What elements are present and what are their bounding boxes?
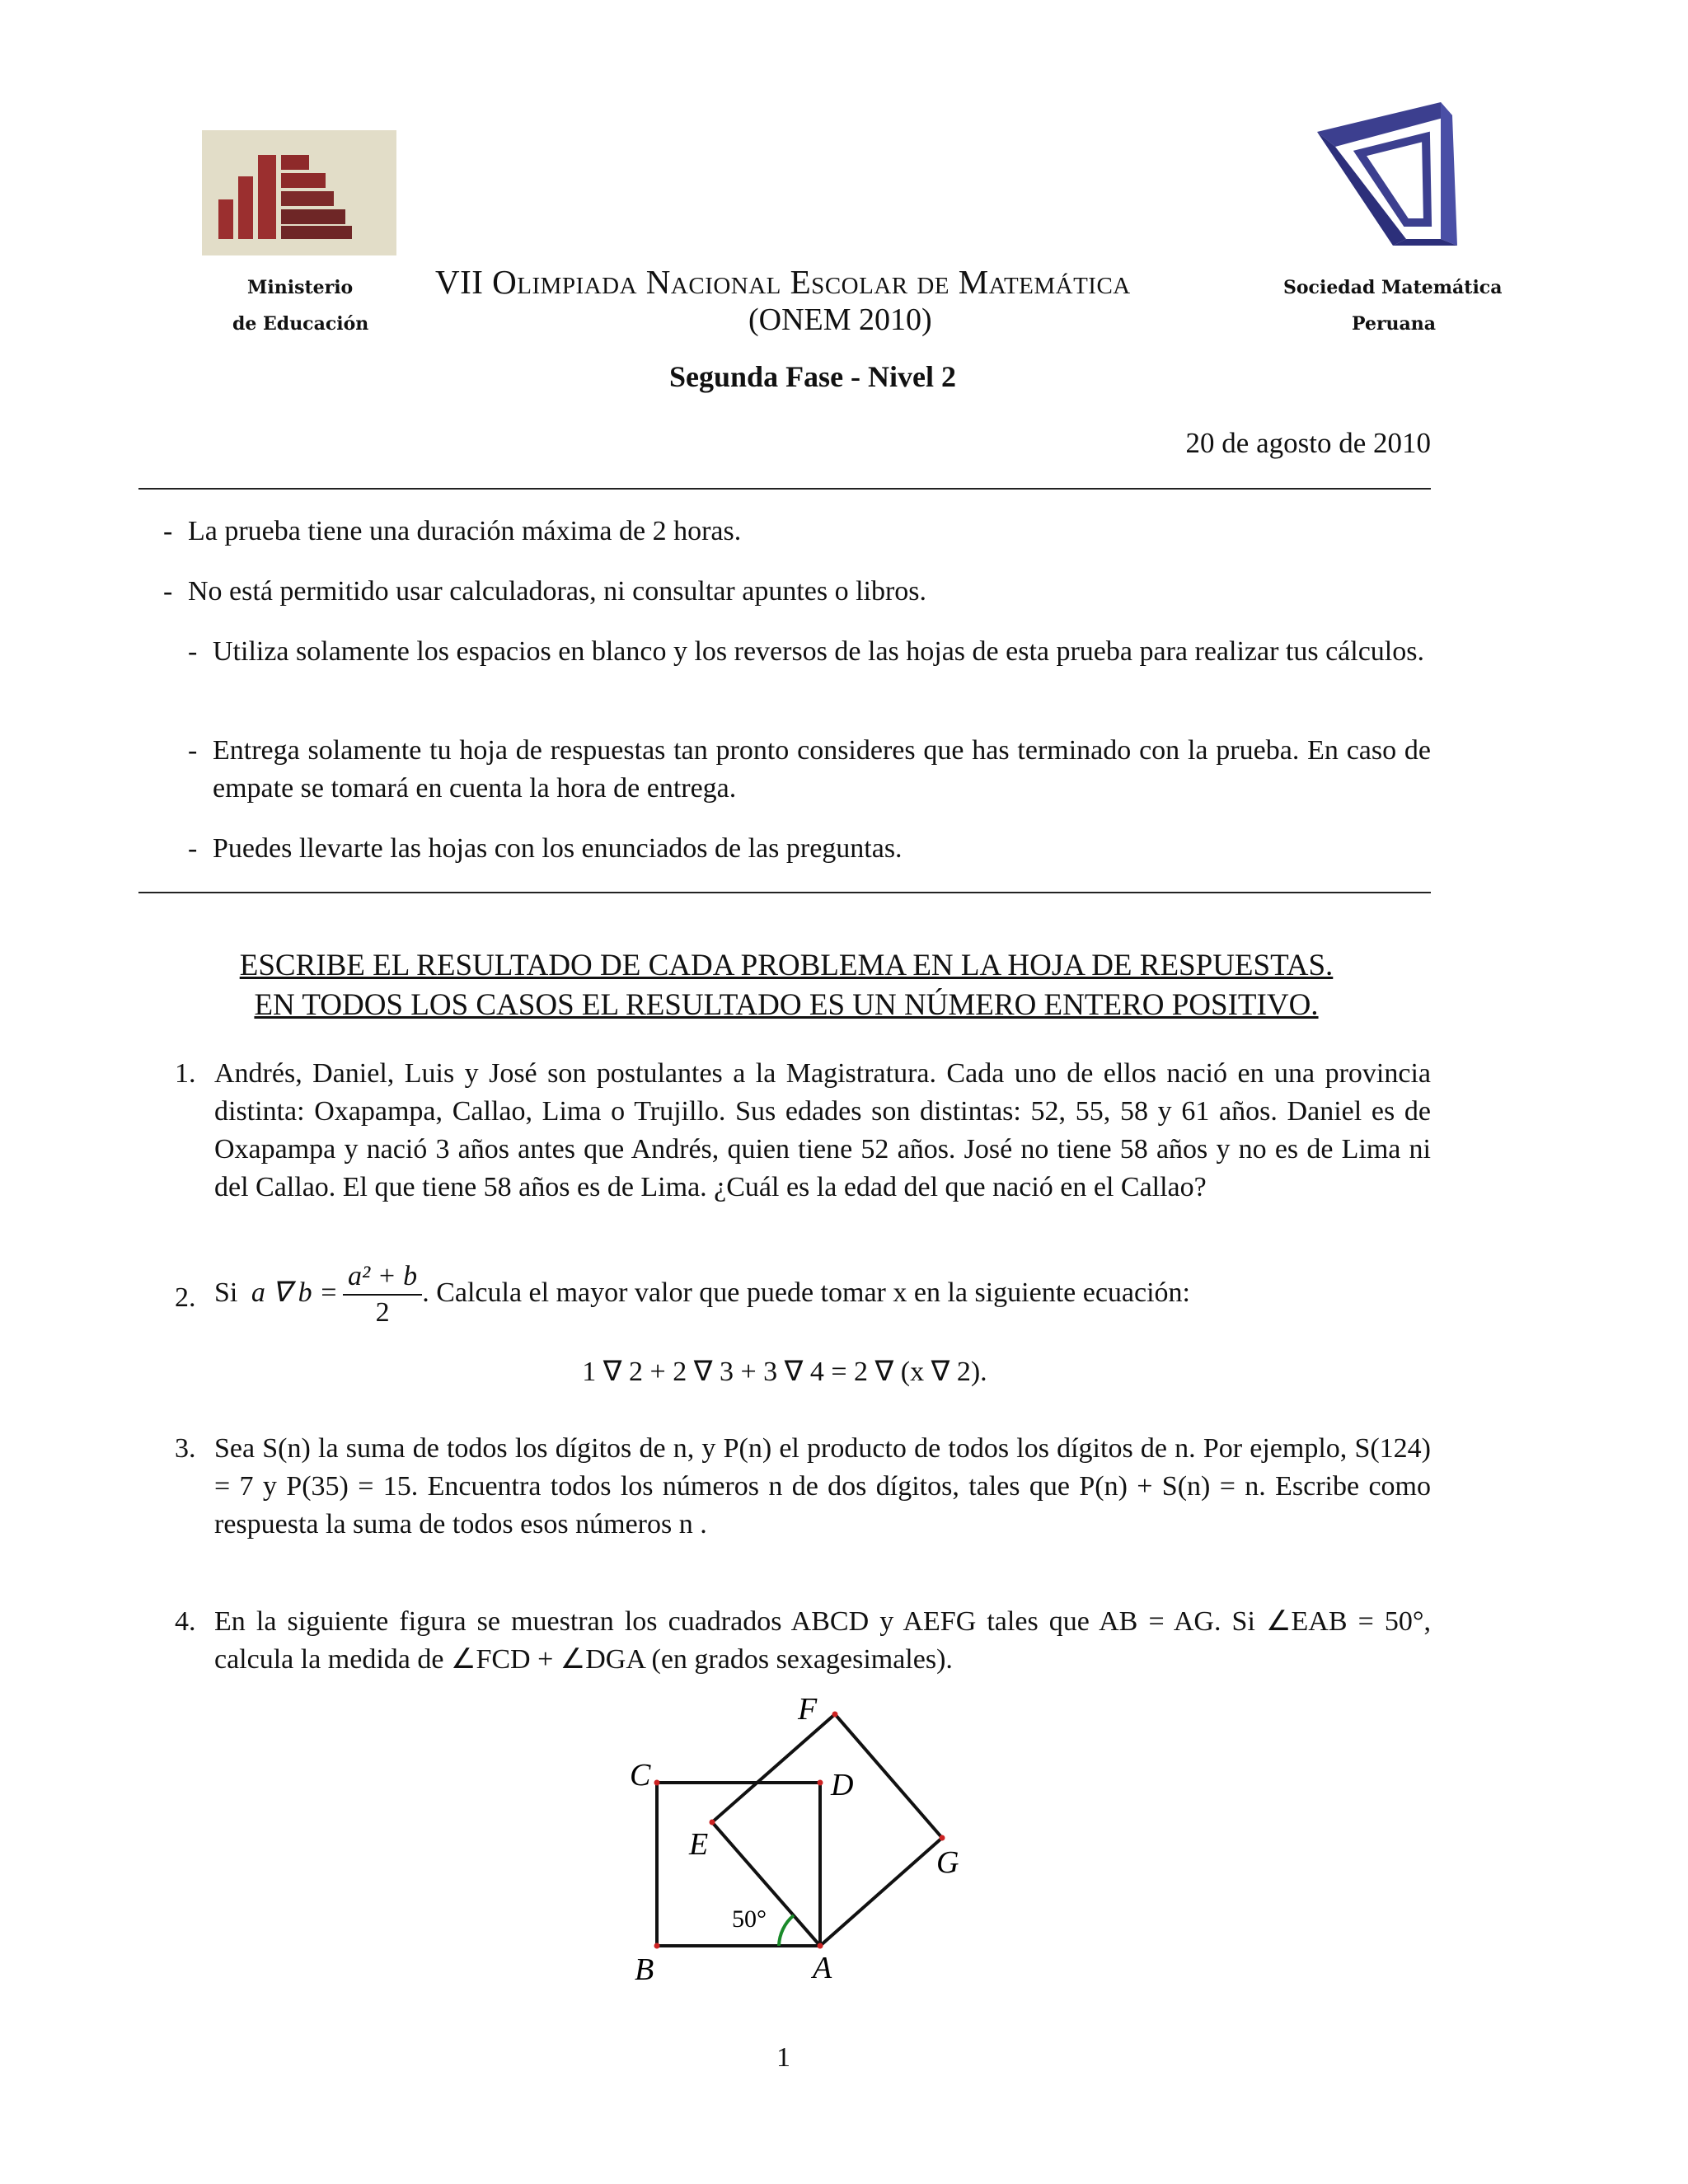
divider-bottom (138, 892, 1431, 893)
smp-logo (1311, 99, 1459, 249)
fraction: $\frac{\text{a² + b}}{2}$ (343, 1259, 422, 1330)
problem-2-equation: 1 ∇ 2 + 2 ∇ 3 + 3 ∇ 4 = 2 ∇ (x ∇ 2). (582, 1357, 987, 1387)
left-org-line1: Ministerio (247, 277, 354, 298)
page-number: 1 (776, 2042, 790, 2073)
ministerio-logo (202, 130, 396, 255)
point-g (940, 1835, 945, 1841)
problem-3: 3. Sea S(n) la suma de todos los dígitos de n, y P(n) el producto de todos los dígitos de n. Por ejemplo, S(124) = 7 y P(35) = 15. Encuentra todos los números n de dos dígitos, tales que P(n) + S(n) = n. Escribe como respuesta la suma de todos esos números n . (175, 1433, 1431, 1540)
page-title: VII Olimpiada Nacional Escolar de Matemática (435, 263, 1131, 301)
geometry-figure (610, 1688, 989, 2001)
label-d: D (831, 1768, 854, 1802)
point-f (832, 1712, 838, 1718)
notice-line2: EN TODOS LOS CASOS EL RESULTADO ES UN NÚMERO ENTERO POSITIVO. (254, 988, 1319, 1022)
problem-4: 4. En la siguiente figura se muestran los cuadrados ABCD y AEFG tales que AB = AG. Si ∠EAB = 50°, calcula la medida de ∠FCD + ∠DGA (en grados sexagesimales). (175, 1606, 1431, 1675)
point-e (710, 1820, 715, 1825)
logo-bar (281, 226, 352, 239)
problem-4-text: En la siguiente figura se muestran los cuadrados ABCD y AEFG tales que AB = AG. Si ∠EAB = 50°, calcula la medida de ∠FCD + ∠DGA (en grados sexagesimales). (214, 1606, 1431, 1675)
instruction-item: - No está permitido usar calculadoras, ni consultar apuntes o libros. (163, 576, 927, 607)
phase-heading: Segunda Fase - Nivel 2 (669, 360, 957, 393)
label-e: E (689, 1827, 709, 1862)
point-a (818, 1943, 823, 1949)
notice-line1: ESCRIBE EL RESULTADO DE CADA PROBLEMA EN LA HOJA DE RESPUESTAS. (239, 949, 1334, 982)
logo-bar (281, 173, 326, 188)
logo-bar (258, 155, 276, 239)
instruction-item: - Puedes llevarte las hojas con los enunciados de las preguntas. (188, 833, 903, 864)
instruction-item: - La prueba tiene una duración máxima de 2 horas. (163, 516, 742, 546)
point-c (654, 1780, 660, 1786)
point-d (818, 1780, 823, 1786)
label-a: A (813, 1951, 832, 1985)
problem-1-text: Andrés, Daniel, Luis y José son postulantes a la Magistratura. Cada uno de ellos nació en una provincia distinta: Oxapampa, Callao, Lima o Trujillo. Sus edades son distintas: 52, 55, 58 y 61 años. Daniel es de Oxapampa y nació 3 años antes que Andrés, quien tiene 52 años. José no tiene 58 años y no es de Lima ni del Callao. El que tiene 58 años es de Lima. ¿Cuál es la edad del que nació en el Callao? (214, 1058, 1431, 1202)
problem-2: 2. Si a ∇ b = $\frac{\text{a² + b}}{2}$ . Calcula el mayor valor que puede tomar x en la siguiente ecuación: (214, 1259, 1431, 1330)
logo-face (1441, 102, 1457, 246)
problem-3-text: Sea S(n) la suma de todos los dígitos de n, y P(n) el producto de todos los dígitos de n. Por ejemplo, S(124) = 7 y P(35) = 15. Encuentra todos los números n de dos dígitos, tales que P(n) + S(n) = n. Escribe como respuesta la suma de todos esos números n . (214, 1433, 1431, 1540)
angle-label: 50° (732, 1905, 767, 1933)
logo-bar (281, 155, 309, 170)
logo-face (1317, 102, 1452, 147)
instruction-item: - Utiliza solamente los espacios en blanco y los reversos de las hojas de esta prueba para realizar tus cálculos. (188, 636, 1424, 667)
logo-bar (218, 199, 233, 239)
left-org-line2: de Educación (232, 313, 369, 335)
exam-date: 20 de agosto de 2010 (1185, 427, 1431, 459)
label-c: C (630, 1758, 651, 1793)
right-org-line1: Sociedad Matemática (1283, 277, 1503, 298)
logo-bar (281, 209, 345, 224)
right-org-line2: Peruana (1352, 313, 1437, 335)
label-b: B (635, 1952, 654, 1987)
angle-arc (779, 1915, 794, 1946)
logo-bar (281, 191, 334, 206)
logo-bar (238, 176, 253, 239)
label-g: G (936, 1845, 959, 1880)
page-subtitle: (ONEM 2010) (748, 302, 932, 337)
point-b (654, 1943, 660, 1949)
problem-1: 1. Andrés, Daniel, Luis y José son postulantes a la Magistratura. Cada uno de ellos nació en una provincia distinta: Oxapampa, Callao, Lima o Trujillo. Sus edades son distintas: 52, 55, 58 y 61 años. Daniel es de Oxapampa y nació 3 años antes que Andrés, quien tiene 52 años. José no tiene 58 años y no es de Lima ni del Callao. El que tiene 58 años es de Lima. ¿Cuál es la edad del que nació en el Callao? (175, 1058, 1431, 1202)
instruction-item: - Entrega solamente tu hoja de respuestas tan pronto consideres que has terminado con la prueba. En caso de empate se tomará en cuenta la hora de entrega. (188, 735, 1431, 804)
divider-top (138, 488, 1431, 490)
label-f: F (798, 1692, 818, 1727)
